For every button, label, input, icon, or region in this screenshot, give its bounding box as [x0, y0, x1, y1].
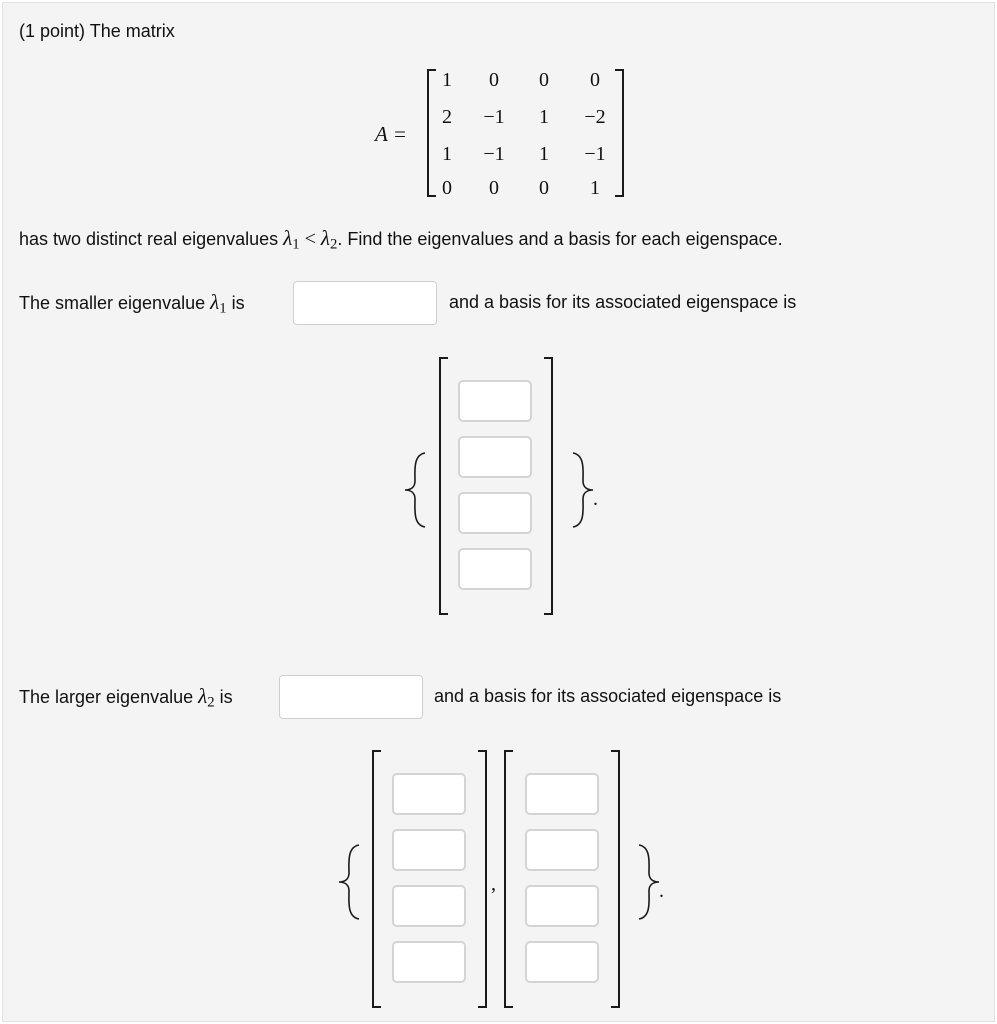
lambda2-glyph: λ — [320, 226, 330, 250]
larger-basis2-entry-2[interactable] — [525, 829, 599, 871]
larger-vector1-left-bracket — [372, 750, 374, 1008]
smaller-basis-entry-2[interactable] — [458, 436, 532, 478]
matrix-entry-r4c2: 0 — [489, 177, 499, 199]
smaller-vector-right-bracket-bottom — [544, 613, 553, 615]
problem-statement — [19, 227, 783, 256]
lambda1-symbol — [283, 226, 300, 253]
smaller-vector-left-bracket — [439, 357, 441, 615]
smaller-is: is — [226, 293, 245, 313]
problem-intro: (1 point) The matrix — [19, 21, 175, 41]
matrix-label: A = — [375, 122, 407, 146]
lambda2-symbol — [320, 226, 338, 253]
matrix-right-bracket-top — [615, 69, 624, 71]
matrix-entry-r1c3: 0 — [539, 69, 549, 91]
larger-vector1-left-bracket-bottom — [372, 1006, 381, 1008]
smaller-lambda — [210, 290, 227, 317]
problem-panel — [2, 2, 995, 1022]
larger-vector2-right-bracket — [618, 750, 620, 1008]
larger-vector1-right-bracket — [485, 750, 487, 1008]
smaller-vector-right-bracket — [551, 357, 553, 615]
lambda1-subscript: 1 — [292, 236, 300, 253]
lambda1-glyph: λ — [283, 226, 293, 250]
matrix-entry-r3c3: 1 — [539, 143, 549, 165]
lambda2-subscript: 2 — [330, 236, 338, 253]
larger-prefix: The larger eigenvalue — [19, 687, 199, 707]
larger-vector2-left-bracket-bottom — [504, 1006, 513, 1008]
larger-lambda — [198, 684, 215, 711]
larger-basis2-entry-3[interactable] — [525, 885, 599, 927]
larger-vector2-left-bracket — [504, 750, 506, 1008]
statement-prefix: has two distinct real eigenvalues — [19, 229, 284, 249]
smaller-vector-right-bracket-top — [544, 357, 553, 359]
larger-lambda-glyph: λ — [198, 684, 208, 708]
larger-basis1-entry-2[interactable] — [392, 829, 466, 871]
matrix-entry-r4c1: 0 — [442, 177, 452, 199]
smaller-basis-entry-4[interactable] — [458, 548, 532, 590]
matrix-entry-r4c3: 0 — [539, 177, 549, 199]
larger-vector1-left-bracket-top — [372, 750, 381, 752]
larger-basis1-entry-4[interactable] — [392, 941, 466, 983]
larger-left-brace — [335, 843, 365, 921]
smaller-prefix: The smaller eigenvalue — [19, 293, 211, 313]
larger-basis1-entry-3[interactable] — [392, 885, 466, 927]
matrix-entry-r3c1: 1 — [442, 143, 452, 165]
smaller-vector-left-bracket-top — [439, 357, 448, 359]
larger-eigenvalue-input[interactable] — [279, 675, 423, 719]
larger-vector2-right-bracket-bottom — [611, 1006, 620, 1008]
larger-vector1-right-bracket-bottom — [478, 1006, 487, 1008]
larger-vector2-right-bracket-top — [611, 750, 620, 752]
larger-is: is — [214, 687, 233, 707]
matrix-entry-r2c4: −2 — [584, 106, 606, 128]
statement-suffix: . Find the eigenvalues and a basis for each eigenspace. — [337, 229, 783, 249]
larger-lambda-subscript: 2 — [207, 694, 215, 711]
matrix-right-bracket — [622, 69, 624, 197]
larger-basis-text: and a basis for its associated eigenspace is — [434, 686, 782, 706]
matrix-entry-r2c3: 1 — [539, 106, 549, 128]
larger-eigenvalue-label — [19, 685, 233, 714]
smaller-period: . — [593, 488, 598, 510]
smaller-eigenvalue-label — [19, 291, 245, 320]
less-than-sign: < — [299, 228, 321, 250]
smaller-lambda-glyph: λ — [210, 290, 220, 314]
matrix-entry-r3c4: −1 — [584, 143, 606, 165]
larger-basis2-entry-4[interactable] — [525, 941, 599, 983]
larger-vector1-right-bracket-top — [478, 750, 487, 752]
matrix-entry-r1c2: 0 — [489, 69, 499, 91]
matrix-entry-r3c2: −1 — [483, 143, 505, 165]
matrix-entry-r1c4: 0 — [590, 69, 600, 91]
larger-period: . — [659, 880, 664, 902]
smaller-left-brace — [401, 451, 431, 529]
matrix-entry-r4c4: 1 — [590, 177, 600, 199]
smaller-basis-entry-3[interactable] — [458, 492, 532, 534]
smaller-basis-text: and a basis for its associated eigenspace is — [449, 292, 797, 312]
larger-basis1-entry-1[interactable] — [392, 773, 466, 815]
larger-basis2-entry-1[interactable] — [525, 773, 599, 815]
matrix-right-bracket-bottom — [615, 195, 624, 197]
matrix-entry-r2c2: −1 — [483, 106, 505, 128]
smaller-lambda-subscript: 1 — [219, 300, 227, 317]
smaller-vector-left-bracket-bottom — [439, 613, 448, 615]
smaller-basis-entry-1[interactable] — [458, 380, 532, 422]
matrix-entry-r1c1: 1 — [442, 69, 452, 91]
larger-vector2-left-bracket-top — [504, 750, 513, 752]
larger-comma: , — [491, 873, 496, 895]
matrix-entry-r2c1: 2 — [442, 106, 452, 128]
smaller-eigenvalue-input[interactable] — [293, 281, 437, 325]
